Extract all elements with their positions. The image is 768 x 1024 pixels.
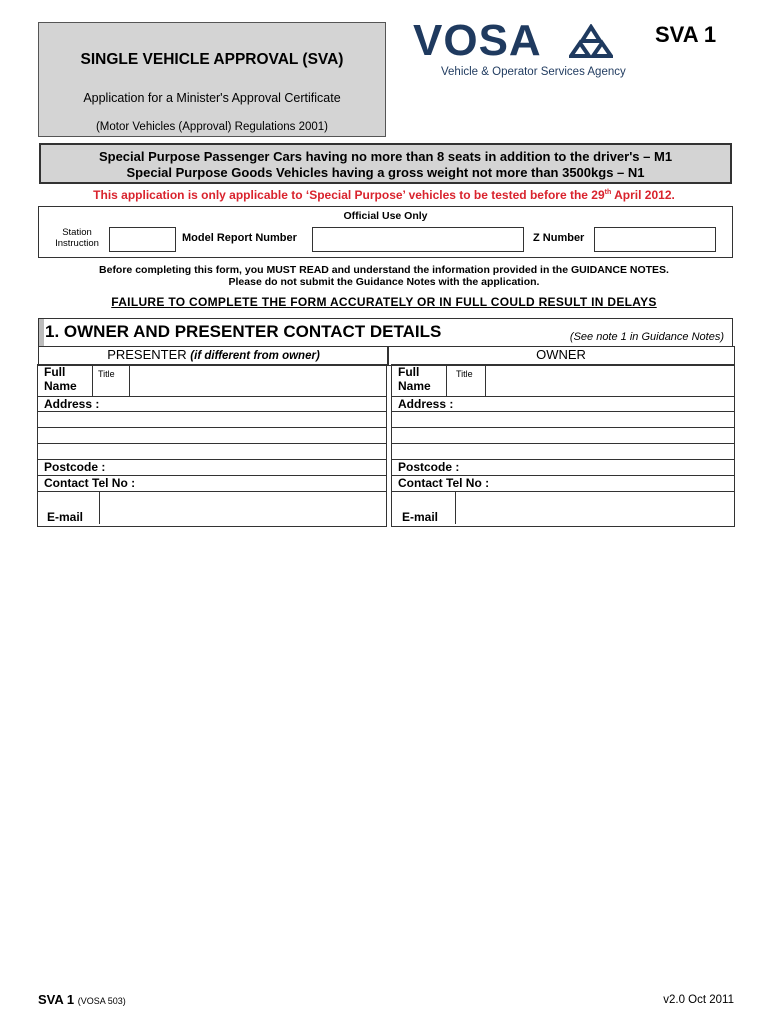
owner-full-name-label: Full Name bbox=[398, 365, 431, 393]
delay-warning: FAILURE TO COMPLETE THE FORM ACCURATELY OR IN FULL COULD RESULT IN DELAYS bbox=[111, 295, 657, 309]
owner-address-line-3[interactable] bbox=[392, 444, 732, 459]
section-1-title: 1. OWNER AND PRESENTER CONTACT DETAILS bbox=[45, 322, 442, 341]
owner-address-label: Address : bbox=[398, 397, 454, 411]
presenter-postcode-label: Postcode : bbox=[44, 460, 106, 474]
official-use-heading: Official Use Only bbox=[343, 210, 428, 222]
owner-address-line-1[interactable] bbox=[392, 412, 732, 427]
presenter-full-name-label: Full Name bbox=[44, 365, 77, 393]
logo-wordmark: VOSA bbox=[413, 16, 542, 65]
footer-form-id: SVA 1 (VOSA 503) bbox=[38, 992, 126, 1007]
owner-panel bbox=[391, 364, 735, 527]
presenter-panel bbox=[37, 364, 387, 527]
agency-name: Vehicle & Operator Services Agency bbox=[441, 66, 626, 78]
owner-email-label: E-mail bbox=[402, 510, 439, 524]
section-1-note: (See note 1 in Guidance Notes) bbox=[569, 331, 724, 343]
owner-name-field[interactable] bbox=[486, 365, 732, 396]
model-report-number-field[interactable] bbox=[312, 227, 524, 252]
presenter-email-label: E-mail bbox=[47, 510, 84, 524]
presenter-address-line-2[interactable] bbox=[38, 428, 384, 443]
owner-heading: OWNER bbox=[387, 346, 735, 366]
form-title: SINGLE VEHICLE APPROVAL (SVA) bbox=[80, 51, 344, 68]
presenter-name-field[interactable] bbox=[130, 365, 384, 396]
footer-version: v2.0 Oct 2011 bbox=[663, 994, 734, 1006]
model-report-label: Model Report Number bbox=[182, 232, 297, 244]
vehicle-category-box bbox=[39, 143, 732, 184]
owner-title-label: Title bbox=[456, 369, 473, 379]
presenter-address-line-1[interactable] bbox=[38, 412, 384, 427]
form-code: SVA 1 bbox=[655, 22, 717, 47]
regulation-reference: (Motor Vehicles (Approval) Regulations 2001) bbox=[95, 121, 329, 133]
owner-address-line-2[interactable] bbox=[392, 428, 732, 443]
title-box bbox=[38, 22, 386, 137]
owner-contact-tel-label: Contact Tel No : bbox=[398, 476, 490, 490]
owner-postcode-label: Postcode : bbox=[398, 460, 460, 474]
applicability-note: This application is only applicable to ‘Special Purpose’ vehicles to be tested before the 29th April 2012. bbox=[93, 188, 675, 202]
presenter-email-field[interactable] bbox=[100, 492, 384, 524]
presenter-heading: PRESENTER (if different from owner) bbox=[38, 346, 389, 366]
presenter-contact-tel-label: Contact Tel No : bbox=[44, 476, 136, 490]
z-number-field[interactable] bbox=[594, 227, 716, 252]
z-number-label: Z Number bbox=[533, 232, 585, 244]
section-1-header bbox=[38, 318, 733, 346]
category-m1: Special Purpose Passenger Cars having no more than 8 seats in addition to the driver's – M1 bbox=[98, 149, 673, 164]
owner-email-field[interactable] bbox=[456, 492, 732, 524]
form-subtitle: Application for a Minister's Approval Certificate bbox=[83, 91, 341, 105]
vosa-logo bbox=[413, 16, 638, 84]
presenter-address-line-3[interactable] bbox=[38, 444, 384, 459]
station-instruction-field[interactable] bbox=[109, 227, 176, 252]
presenter-address-label: Address : bbox=[44, 397, 100, 411]
triangles-icon bbox=[569, 24, 613, 58]
guidance-instructions: Before completing this form, you MUST READ and understand the information provided in the GUIDANCE NOTES. Please do not submit the Guidance Notes with the application. bbox=[99, 264, 669, 288]
official-use-box bbox=[38, 206, 733, 258]
station-instruction-label: Station Instruction bbox=[55, 227, 99, 249]
presenter-title-label: Title bbox=[98, 369, 115, 379]
category-n1: Special Purpose Goods Vehicles having a gross weight not more than 3500kgs – N1 bbox=[126, 165, 645, 180]
